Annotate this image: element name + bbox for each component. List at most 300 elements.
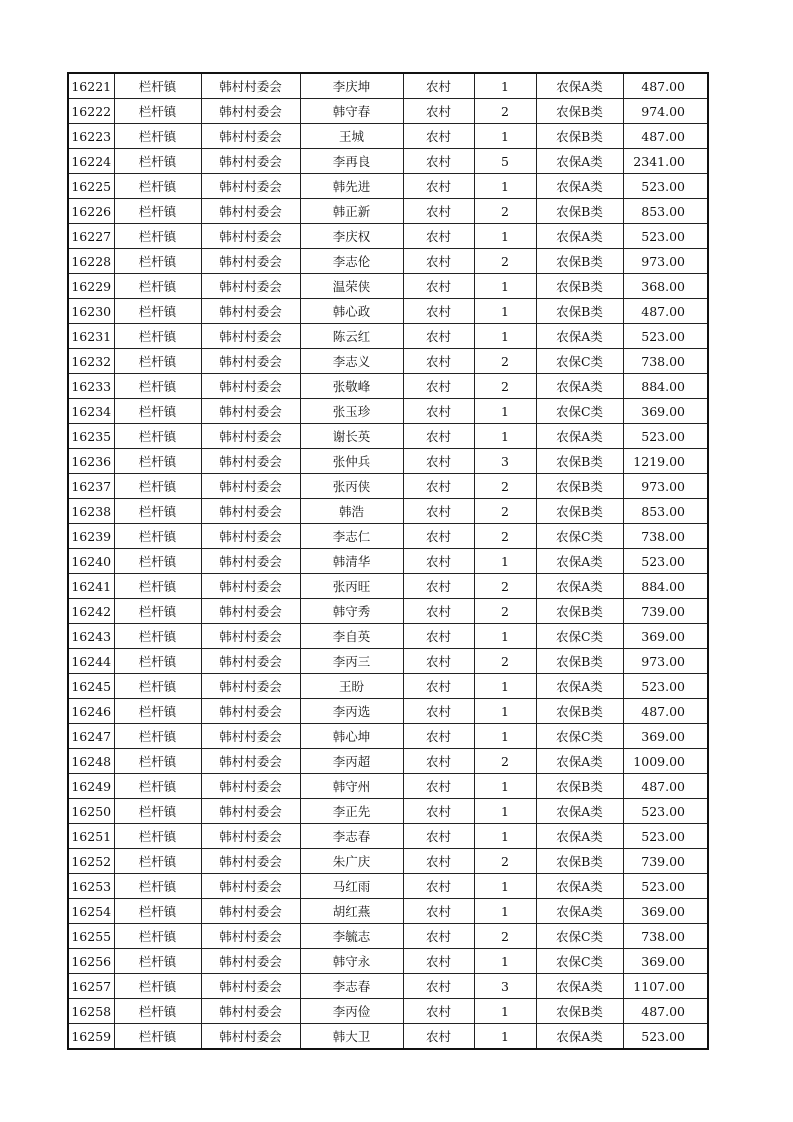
table-row [68,649,708,674]
cell-town: 栏杆镇 [114,174,201,199]
cell-name: 李丙三 [300,649,403,674]
cell-count: 2 [474,374,536,399]
cell-village: 韩村村委会 [201,949,300,974]
table-row [68,374,708,399]
cell-count: 1 [474,399,536,424]
cell-amount: 1009.00 [623,749,708,774]
cell-town: 栏杆镇 [114,849,201,874]
cell-id: 16241 [68,574,114,599]
cell-village: 韩村村委会 [201,474,300,499]
cell-count: 1 [474,799,536,824]
cell-area: 农村 [403,474,474,499]
cell-amount: 738.00 [623,524,708,549]
cell-town: 栏杆镇 [114,149,201,174]
cell-id: 16239 [68,524,114,549]
cell-category: 农保A类 [536,224,623,249]
cell-village: 韩村村委会 [201,374,300,399]
cell-category: 农保B类 [536,99,623,124]
cell-town: 栏杆镇 [114,1024,201,1050]
cell-name: 韩大卫 [300,1024,403,1050]
cell-town: 栏杆镇 [114,999,201,1024]
cell-name: 温荣侠 [300,274,403,299]
cell-village: 韩村村委会 [201,849,300,874]
cell-name: 韩守州 [300,774,403,799]
cell-amount: 973.00 [623,249,708,274]
cell-area: 农村 [403,524,474,549]
cell-amount: 487.00 [623,73,708,99]
cell-id: 16256 [68,949,114,974]
table-row [68,749,708,774]
cell-name: 王盼 [300,674,403,699]
cell-town: 栏杆镇 [114,299,201,324]
cell-count: 1 [474,724,536,749]
cell-name: 李再良 [300,149,403,174]
cell-amount: 523.00 [623,174,708,199]
cell-id: 16247 [68,724,114,749]
records-table [67,72,709,1050]
table-row [68,724,708,749]
cell-id: 16245 [68,674,114,699]
cell-village: 韩村村委会 [201,999,300,1024]
cell-count: 1 [474,274,536,299]
cell-village: 韩村村委会 [201,424,300,449]
cell-count: 1 [474,949,536,974]
cell-name: 李自英 [300,624,403,649]
cell-town: 栏杆镇 [114,799,201,824]
cell-category: 农保A类 [536,574,623,599]
cell-amount: 369.00 [623,949,708,974]
cell-name: 胡红燕 [300,899,403,924]
cell-category: 农保C类 [536,624,623,649]
cell-town: 栏杆镇 [114,974,201,999]
cell-count: 1 [474,699,536,724]
cell-count: 1 [474,174,536,199]
cell-id: 16233 [68,374,114,399]
cell-name: 张玉珍 [300,399,403,424]
cell-area: 农村 [403,449,474,474]
cell-amount: 853.00 [623,199,708,224]
cell-id: 16232 [68,349,114,374]
cell-amount: 1219.00 [623,449,708,474]
cell-amount: 487.00 [623,999,708,1024]
cell-town: 栏杆镇 [114,874,201,899]
cell-count: 2 [474,499,536,524]
cell-village: 韩村村委会 [201,99,300,124]
cell-id: 16238 [68,499,114,524]
table-row [68,474,708,499]
cell-area: 农村 [403,599,474,624]
cell-count: 1 [474,1024,536,1050]
cell-village: 韩村村委会 [201,974,300,999]
cell-count: 2 [474,749,536,774]
cell-amount: 853.00 [623,499,708,524]
cell-area: 农村 [403,799,474,824]
cell-name: 李毓志 [300,924,403,949]
cell-name: 李志仁 [300,524,403,549]
cell-count: 1 [474,999,536,1024]
cell-area: 农村 [403,224,474,249]
cell-area: 农村 [403,824,474,849]
cell-village: 韩村村委会 [201,549,300,574]
cell-count: 5 [474,149,536,174]
table-row [68,174,708,199]
cell-town: 栏杆镇 [114,449,201,474]
cell-name: 韩守永 [300,949,403,974]
table-row [68,974,708,999]
cell-name: 韩守秀 [300,599,403,624]
cell-id: 16236 [68,449,114,474]
cell-count: 2 [474,349,536,374]
cell-town: 栏杆镇 [114,424,201,449]
cell-village: 韩村村委会 [201,73,300,99]
cell-name: 李志义 [300,349,403,374]
cell-village: 韩村村委会 [201,599,300,624]
cell-category: 农保C类 [536,399,623,424]
table-row [68,274,708,299]
cell-area: 农村 [403,549,474,574]
cell-town: 栏杆镇 [114,599,201,624]
cell-village: 韩村村委会 [201,699,300,724]
cell-area: 农村 [403,374,474,399]
cell-village: 韩村村委会 [201,499,300,524]
cell-amount: 523.00 [623,424,708,449]
cell-id: 16222 [68,99,114,124]
cell-town: 栏杆镇 [114,674,201,699]
cell-name: 韩守春 [300,99,403,124]
cell-name: 韩先进 [300,174,403,199]
cell-area: 农村 [403,949,474,974]
cell-town: 栏杆镇 [114,649,201,674]
table-row [68,524,708,549]
cell-category: 农保B类 [536,499,623,524]
cell-town: 栏杆镇 [114,374,201,399]
cell-name: 李庆坤 [300,73,403,99]
cell-category: 农保B类 [536,774,623,799]
cell-name: 韩心政 [300,299,403,324]
cell-amount: 523.00 [623,824,708,849]
cell-town: 栏杆镇 [114,724,201,749]
table-row [68,224,708,249]
cell-village: 韩村村委会 [201,924,300,949]
cell-village: 韩村村委会 [201,899,300,924]
cell-town: 栏杆镇 [114,899,201,924]
cell-amount: 369.00 [623,899,708,924]
cell-name: 李丙超 [300,749,403,774]
cell-village: 韩村村委会 [201,124,300,149]
cell-id: 16246 [68,699,114,724]
cell-area: 农村 [403,924,474,949]
table-row [68,924,708,949]
cell-village: 韩村村委会 [201,399,300,424]
cell-id: 16254 [68,899,114,924]
cell-town: 栏杆镇 [114,549,201,574]
cell-category: 农保A类 [536,899,623,924]
cell-id: 16234 [68,399,114,424]
cell-category: 农保B类 [536,474,623,499]
cell-area: 农村 [403,424,474,449]
cell-village: 韩村村委会 [201,524,300,549]
table-row [68,399,708,424]
cell-name: 韩浩 [300,499,403,524]
cell-name: 谢长英 [300,424,403,449]
cell-name: 陈云红 [300,324,403,349]
cell-area: 农村 [403,674,474,699]
cell-amount: 523.00 [623,549,708,574]
cell-area: 农村 [403,324,474,349]
cell-village: 韩村村委会 [201,274,300,299]
cell-town: 栏杆镇 [114,949,201,974]
cell-town: 栏杆镇 [114,124,201,149]
cell-village: 韩村村委会 [201,174,300,199]
cell-name: 李庆权 [300,224,403,249]
cell-amount: 884.00 [623,374,708,399]
cell-count: 1 [474,324,536,349]
cell-town: 栏杆镇 [114,824,201,849]
cell-count: 1 [474,224,536,249]
table-row [68,73,708,99]
cell-count: 3 [474,974,536,999]
cell-village: 韩村村委会 [201,649,300,674]
cell-town: 栏杆镇 [114,99,201,124]
cell-town: 栏杆镇 [114,73,201,99]
cell-amount: 369.00 [623,399,708,424]
cell-count: 1 [474,424,536,449]
table-row [68,424,708,449]
table-row [68,999,708,1024]
cell-amount: 523.00 [623,324,708,349]
cell-name: 李志春 [300,824,403,849]
cell-name: 李志伦 [300,249,403,274]
cell-area: 农村 [403,73,474,99]
table-row [68,949,708,974]
cell-id: 16225 [68,174,114,199]
cell-count: 2 [474,249,536,274]
cell-name: 王城 [300,124,403,149]
cell-amount: 739.00 [623,599,708,624]
cell-name: 朱广庆 [300,849,403,874]
table-body [68,73,708,1049]
cell-name: 李正先 [300,799,403,824]
cell-name: 张敬峰 [300,374,403,399]
cell-count: 2 [474,199,536,224]
cell-category: 农保A类 [536,974,623,999]
cell-count: 1 [474,124,536,149]
cell-village: 韩村村委会 [201,824,300,849]
cell-category: 农保A类 [536,324,623,349]
cell-count: 2 [474,524,536,549]
cell-category: 农保B类 [536,249,623,274]
cell-amount: 973.00 [623,474,708,499]
cell-village: 韩村村委会 [201,324,300,349]
cell-id: 16258 [68,999,114,1024]
cell-village: 韩村村委会 [201,749,300,774]
cell-name: 马红雨 [300,874,403,899]
cell-name: 李志春 [300,974,403,999]
cell-count: 2 [474,924,536,949]
cell-area: 农村 [403,249,474,274]
cell-area: 农村 [403,774,474,799]
cell-name: 韩正新 [300,199,403,224]
cell-category: 农保B类 [536,649,623,674]
cell-category: 农保A类 [536,174,623,199]
cell-area: 农村 [403,899,474,924]
table-row [68,1024,708,1050]
cell-amount: 2341.00 [623,149,708,174]
cell-area: 农村 [403,649,474,674]
cell-count: 1 [474,624,536,649]
cell-id: 16257 [68,974,114,999]
cell-area: 农村 [403,499,474,524]
table-row [68,824,708,849]
cell-category: 农保A类 [536,549,623,574]
cell-area: 农村 [403,399,474,424]
cell-amount: 523.00 [623,224,708,249]
cell-area: 农村 [403,124,474,149]
cell-count: 1 [474,549,536,574]
cell-count: 2 [474,474,536,499]
table-row [68,599,708,624]
cell-area: 农村 [403,199,474,224]
cell-category: 农保A类 [536,874,623,899]
cell-area: 农村 [403,749,474,774]
cell-count: 2 [474,574,536,599]
cell-id: 16227 [68,224,114,249]
cell-area: 农村 [403,349,474,374]
cell-id: 16223 [68,124,114,149]
cell-id: 16230 [68,299,114,324]
table-row [68,149,708,174]
cell-id: 16226 [68,199,114,224]
cell-area: 农村 [403,724,474,749]
cell-village: 韩村村委会 [201,149,300,174]
cell-name: 李丙俭 [300,999,403,1024]
cell-category: 农保B类 [536,699,623,724]
cell-area: 农村 [403,999,474,1024]
cell-amount: 738.00 [623,349,708,374]
cell-town: 栏杆镇 [114,249,201,274]
cell-amount: 523.00 [623,1024,708,1050]
cell-id: 16231 [68,324,114,349]
cell-category: 农保B类 [536,849,623,874]
table-row [68,849,708,874]
cell-count: 1 [474,824,536,849]
cell-category: 农保C类 [536,724,623,749]
cell-name: 张仲兵 [300,449,403,474]
cell-village: 韩村村委会 [201,224,300,249]
cell-name: 韩清华 [300,549,403,574]
cell-amount: 487.00 [623,774,708,799]
table-row [68,574,708,599]
cell-id: 16221 [68,73,114,99]
cell-category: 农保A类 [536,374,623,399]
cell-village: 韩村村委会 [201,874,300,899]
table-row [68,549,708,574]
cell-village: 韩村村委会 [201,449,300,474]
cell-area: 农村 [403,624,474,649]
cell-town: 栏杆镇 [114,224,201,249]
cell-category: 农保A类 [536,73,623,99]
cell-village: 韩村村委会 [201,249,300,274]
cell-town: 栏杆镇 [114,749,201,774]
cell-village: 韩村村委会 [201,574,300,599]
cell-amount: 523.00 [623,674,708,699]
cell-area: 农村 [403,1024,474,1050]
cell-id: 16243 [68,624,114,649]
cell-id: 16253 [68,874,114,899]
cell-town: 栏杆镇 [114,349,201,374]
cell-category: 农保B类 [536,299,623,324]
cell-area: 农村 [403,149,474,174]
cell-count: 1 [474,299,536,324]
cell-amount: 739.00 [623,849,708,874]
cell-town: 栏杆镇 [114,499,201,524]
cell-village: 韩村村委会 [201,199,300,224]
cell-id: 16235 [68,424,114,449]
cell-town: 栏杆镇 [114,199,201,224]
cell-area: 农村 [403,849,474,874]
cell-count: 1 [474,674,536,699]
cell-area: 农村 [403,574,474,599]
cell-amount: 369.00 [623,624,708,649]
cell-area: 农村 [403,274,474,299]
cell-count: 2 [474,649,536,674]
cell-amount: 487.00 [623,124,708,149]
cell-category: 农保A类 [536,799,623,824]
cell-category: 农保C类 [536,349,623,374]
cell-count: 1 [474,899,536,924]
cell-category: 农保A类 [536,749,623,774]
cell-area: 农村 [403,974,474,999]
table-row [68,299,708,324]
cell-village: 韩村村委会 [201,674,300,699]
table-row [68,699,708,724]
cell-amount: 884.00 [623,574,708,599]
cell-id: 16249 [68,774,114,799]
cell-area: 农村 [403,699,474,724]
table-row [68,349,708,374]
cell-category: 农保B类 [536,449,623,474]
cell-count: 2 [474,599,536,624]
cell-town: 栏杆镇 [114,474,201,499]
table-row [68,499,708,524]
cell-category: 农保A类 [536,1024,623,1050]
cell-category: 农保B类 [536,199,623,224]
cell-category: 农保B类 [536,999,623,1024]
cell-name: 李丙选 [300,699,403,724]
cell-town: 栏杆镇 [114,524,201,549]
cell-id: 16248 [68,749,114,774]
cell-name: 张丙旺 [300,574,403,599]
cell-id: 16251 [68,824,114,849]
cell-count: 2 [474,849,536,874]
cell-town: 栏杆镇 [114,324,201,349]
cell-category: 农保B类 [536,124,623,149]
cell-id: 16229 [68,274,114,299]
cell-count: 1 [474,73,536,99]
cell-id: 16244 [68,649,114,674]
cell-village: 韩村村委会 [201,724,300,749]
cell-area: 农村 [403,299,474,324]
table-row [68,124,708,149]
cell-id: 16242 [68,599,114,624]
cell-count: 3 [474,449,536,474]
cell-village: 韩村村委会 [201,799,300,824]
cell-id: 16250 [68,799,114,824]
table-row [68,449,708,474]
cell-village: 韩村村委会 [201,1024,300,1050]
table-row [68,899,708,924]
cell-town: 栏杆镇 [114,399,201,424]
